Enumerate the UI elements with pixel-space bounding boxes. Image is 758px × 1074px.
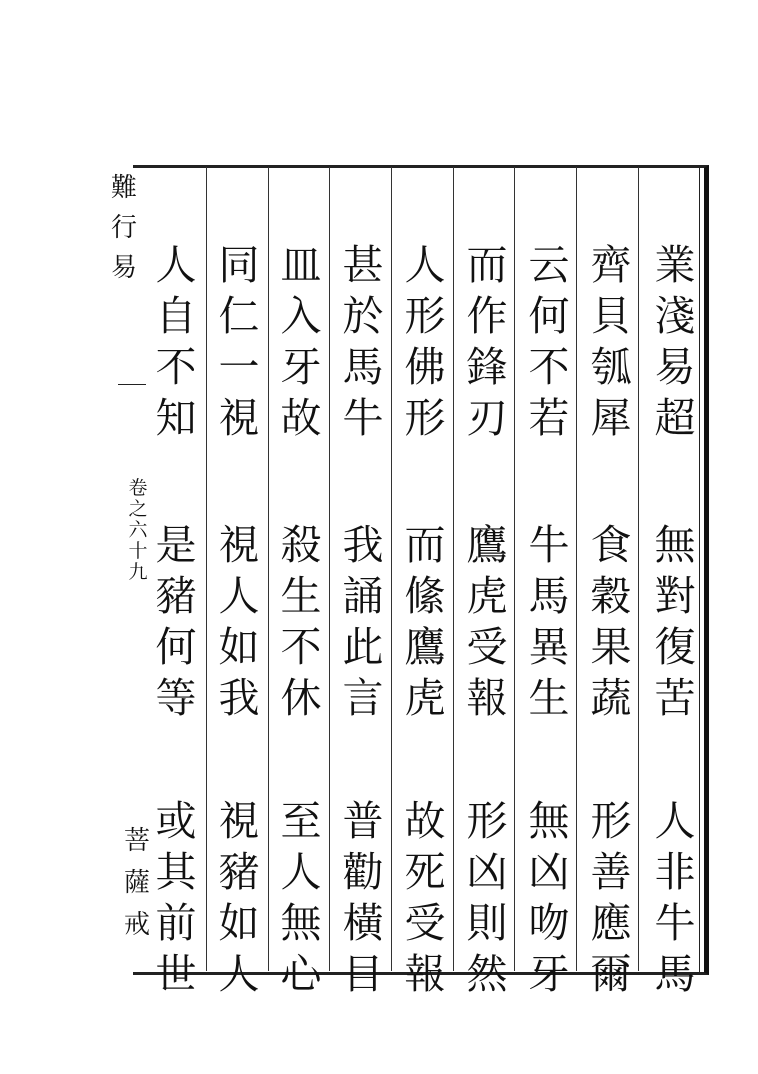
phrase	[527, 520, 571, 724]
glyph: 爾	[590, 950, 632, 998]
glyph: 凶	[528, 848, 570, 896]
glyph: 仁	[218, 292, 260, 340]
glyph: 生	[528, 674, 570, 722]
glyph: 形	[404, 394, 446, 442]
glyph: 心	[280, 950, 322, 998]
glyph: 誦	[342, 572, 384, 620]
phrase	[403, 240, 447, 444]
glyph: 而	[404, 521, 446, 569]
text-column-8	[207, 240, 271, 1000]
phrase	[341, 520, 385, 724]
glyph: 何	[155, 623, 197, 671]
phrase	[154, 796, 198, 1000]
glyph: 受	[404, 899, 446, 947]
glyph: 應	[590, 899, 632, 947]
glyph: 報	[404, 950, 446, 998]
glyph: 行	[110, 213, 137, 243]
glyph: 一	[218, 343, 260, 391]
glyph: 穀	[590, 572, 632, 620]
glyph: 不	[155, 343, 197, 391]
glyph: 對	[654, 572, 696, 620]
glyph: 殺	[280, 521, 322, 569]
glyph: 形	[404, 292, 446, 340]
glyph: 虎	[466, 572, 508, 620]
glyph: 形	[466, 797, 508, 845]
glyph: 言	[342, 674, 384, 722]
fold-divider	[118, 384, 146, 385]
glyph: 故	[404, 797, 446, 845]
phrase	[589, 796, 633, 1000]
glyph: 何	[528, 292, 570, 340]
glyph: 而	[466, 241, 508, 289]
glyph: 人	[218, 950, 260, 998]
glyph: 入	[280, 292, 322, 340]
text-column-6	[331, 240, 395, 1000]
glyph: 人	[280, 848, 322, 896]
glyph: 絛	[404, 572, 446, 620]
glyph: 馬	[342, 343, 384, 391]
margin-title	[102, 168, 146, 288]
glyph: 凶	[466, 848, 508, 896]
glyph: 勸	[342, 848, 384, 896]
glyph: 故	[280, 394, 322, 442]
text-column-1	[643, 240, 707, 1000]
phrase	[341, 796, 385, 1000]
glyph: 不	[280, 623, 322, 671]
glyph: 貝	[590, 292, 632, 340]
glyph: 視	[218, 521, 260, 569]
glyph: 是	[155, 521, 197, 569]
glyph: 鷹	[404, 623, 446, 671]
glyph: 如	[218, 899, 260, 947]
phrase	[154, 240, 198, 444]
glyph: 其	[155, 848, 197, 896]
glyph: 報	[466, 674, 508, 722]
phrase	[465, 520, 509, 724]
text-column-2	[579, 240, 643, 1000]
glyph: 同	[218, 241, 260, 289]
phrase	[589, 240, 633, 444]
phrase	[527, 796, 571, 1000]
phrase	[403, 796, 447, 1000]
glyph: 世	[155, 950, 197, 998]
glyph: 牛	[342, 394, 384, 442]
phrase	[341, 240, 385, 444]
glyph: 然	[466, 950, 508, 998]
glyph: 齊	[590, 241, 632, 289]
glyph: 之	[128, 498, 148, 520]
glyph: 如	[218, 623, 260, 671]
glyph: 無	[528, 797, 570, 845]
glyph: 牙	[280, 343, 322, 391]
glyph: 牛	[654, 899, 696, 947]
glyph: 業	[654, 241, 696, 289]
phrase	[217, 520, 261, 724]
glyph: 蔬	[590, 674, 632, 722]
glyph: 於	[342, 292, 384, 340]
glyph: 佛	[404, 343, 446, 391]
glyph: 無	[280, 899, 322, 947]
text-column-4	[455, 240, 519, 1000]
glyph: 吻	[528, 899, 570, 947]
glyph: 則	[466, 899, 508, 947]
glyph: 苦	[654, 674, 696, 722]
phrase	[279, 796, 323, 1000]
glyph: 刃	[466, 394, 508, 442]
glyph: 我	[218, 674, 260, 722]
glyph: 人	[218, 572, 260, 620]
phrase	[653, 796, 697, 1000]
glyph: 薩	[123, 868, 150, 898]
glyph: 人	[654, 797, 696, 845]
phrase	[217, 796, 261, 1000]
glyph: 易	[110, 253, 137, 283]
phrase	[653, 520, 697, 724]
glyph: 自	[155, 292, 197, 340]
glyph: 食	[590, 521, 632, 569]
text-column-3	[517, 240, 581, 1000]
glyph: 視	[218, 797, 260, 845]
glyph: 至	[280, 797, 322, 845]
phrase	[217, 240, 261, 444]
glyph: 淺	[654, 292, 696, 340]
glyph: 橫	[342, 899, 384, 947]
glyph: 目	[342, 950, 384, 998]
glyph: 前	[155, 899, 197, 947]
glyph: 牛	[528, 521, 570, 569]
glyph: 不	[528, 343, 570, 391]
phrase	[589, 520, 633, 724]
glyph: 九	[128, 561, 148, 583]
glyph: 視	[218, 394, 260, 442]
phrase	[279, 520, 323, 724]
glyph: 馬	[528, 572, 570, 620]
glyph: 受	[466, 623, 508, 671]
glyph: 卷	[128, 477, 148, 499]
glyph: 生	[280, 572, 322, 620]
phrase	[527, 240, 571, 444]
glyph: 馬	[654, 950, 696, 998]
glyph: 我	[342, 521, 384, 569]
glyph: 作	[466, 292, 508, 340]
glyph: 虎	[404, 674, 446, 722]
glyph: 人	[404, 241, 446, 289]
glyph: 甚	[342, 241, 384, 289]
glyph: 牙	[528, 950, 570, 998]
glyph: 瓠	[590, 343, 632, 391]
phrase	[653, 240, 697, 444]
glyph: 無	[654, 521, 696, 569]
glyph: 菩	[123, 826, 150, 856]
phrase	[279, 240, 323, 444]
glyph: 此	[342, 623, 384, 671]
glyph: 戒	[123, 910, 150, 940]
glyph: 休	[280, 674, 322, 722]
glyph: 知	[155, 394, 197, 442]
glyph: 果	[590, 623, 632, 671]
glyph: 易	[654, 343, 696, 391]
text-column-7	[269, 240, 333, 1000]
glyph: 異	[528, 623, 570, 671]
text-column-5	[393, 240, 457, 1000]
glyph: 云	[528, 241, 570, 289]
glyph: 豬	[155, 572, 197, 620]
phrase	[403, 520, 447, 724]
glyph: 或	[155, 797, 197, 845]
glyph: 鷹	[466, 521, 508, 569]
glyph: 豬	[218, 848, 260, 896]
glyph: 復	[654, 623, 696, 671]
glyph: 犀	[590, 394, 632, 442]
glyph: 人	[155, 241, 197, 289]
glyph: 六	[128, 519, 148, 541]
glyph: 等	[155, 674, 197, 722]
text-column-9	[144, 240, 208, 1000]
glyph: 皿	[280, 241, 322, 289]
glyph: 超	[654, 394, 696, 442]
glyph: 形	[590, 797, 632, 845]
phrase	[465, 796, 509, 1000]
glyph: 非	[654, 848, 696, 896]
glyph: 死	[404, 848, 446, 896]
glyph: 十	[128, 540, 148, 562]
glyph: 若	[528, 394, 570, 442]
glyph: 鋒	[466, 343, 508, 391]
glyph: 普	[342, 797, 384, 845]
phrase	[465, 240, 509, 444]
glyph: 善	[590, 848, 632, 896]
phrase	[154, 520, 198, 724]
glyph: 難	[110, 173, 137, 203]
